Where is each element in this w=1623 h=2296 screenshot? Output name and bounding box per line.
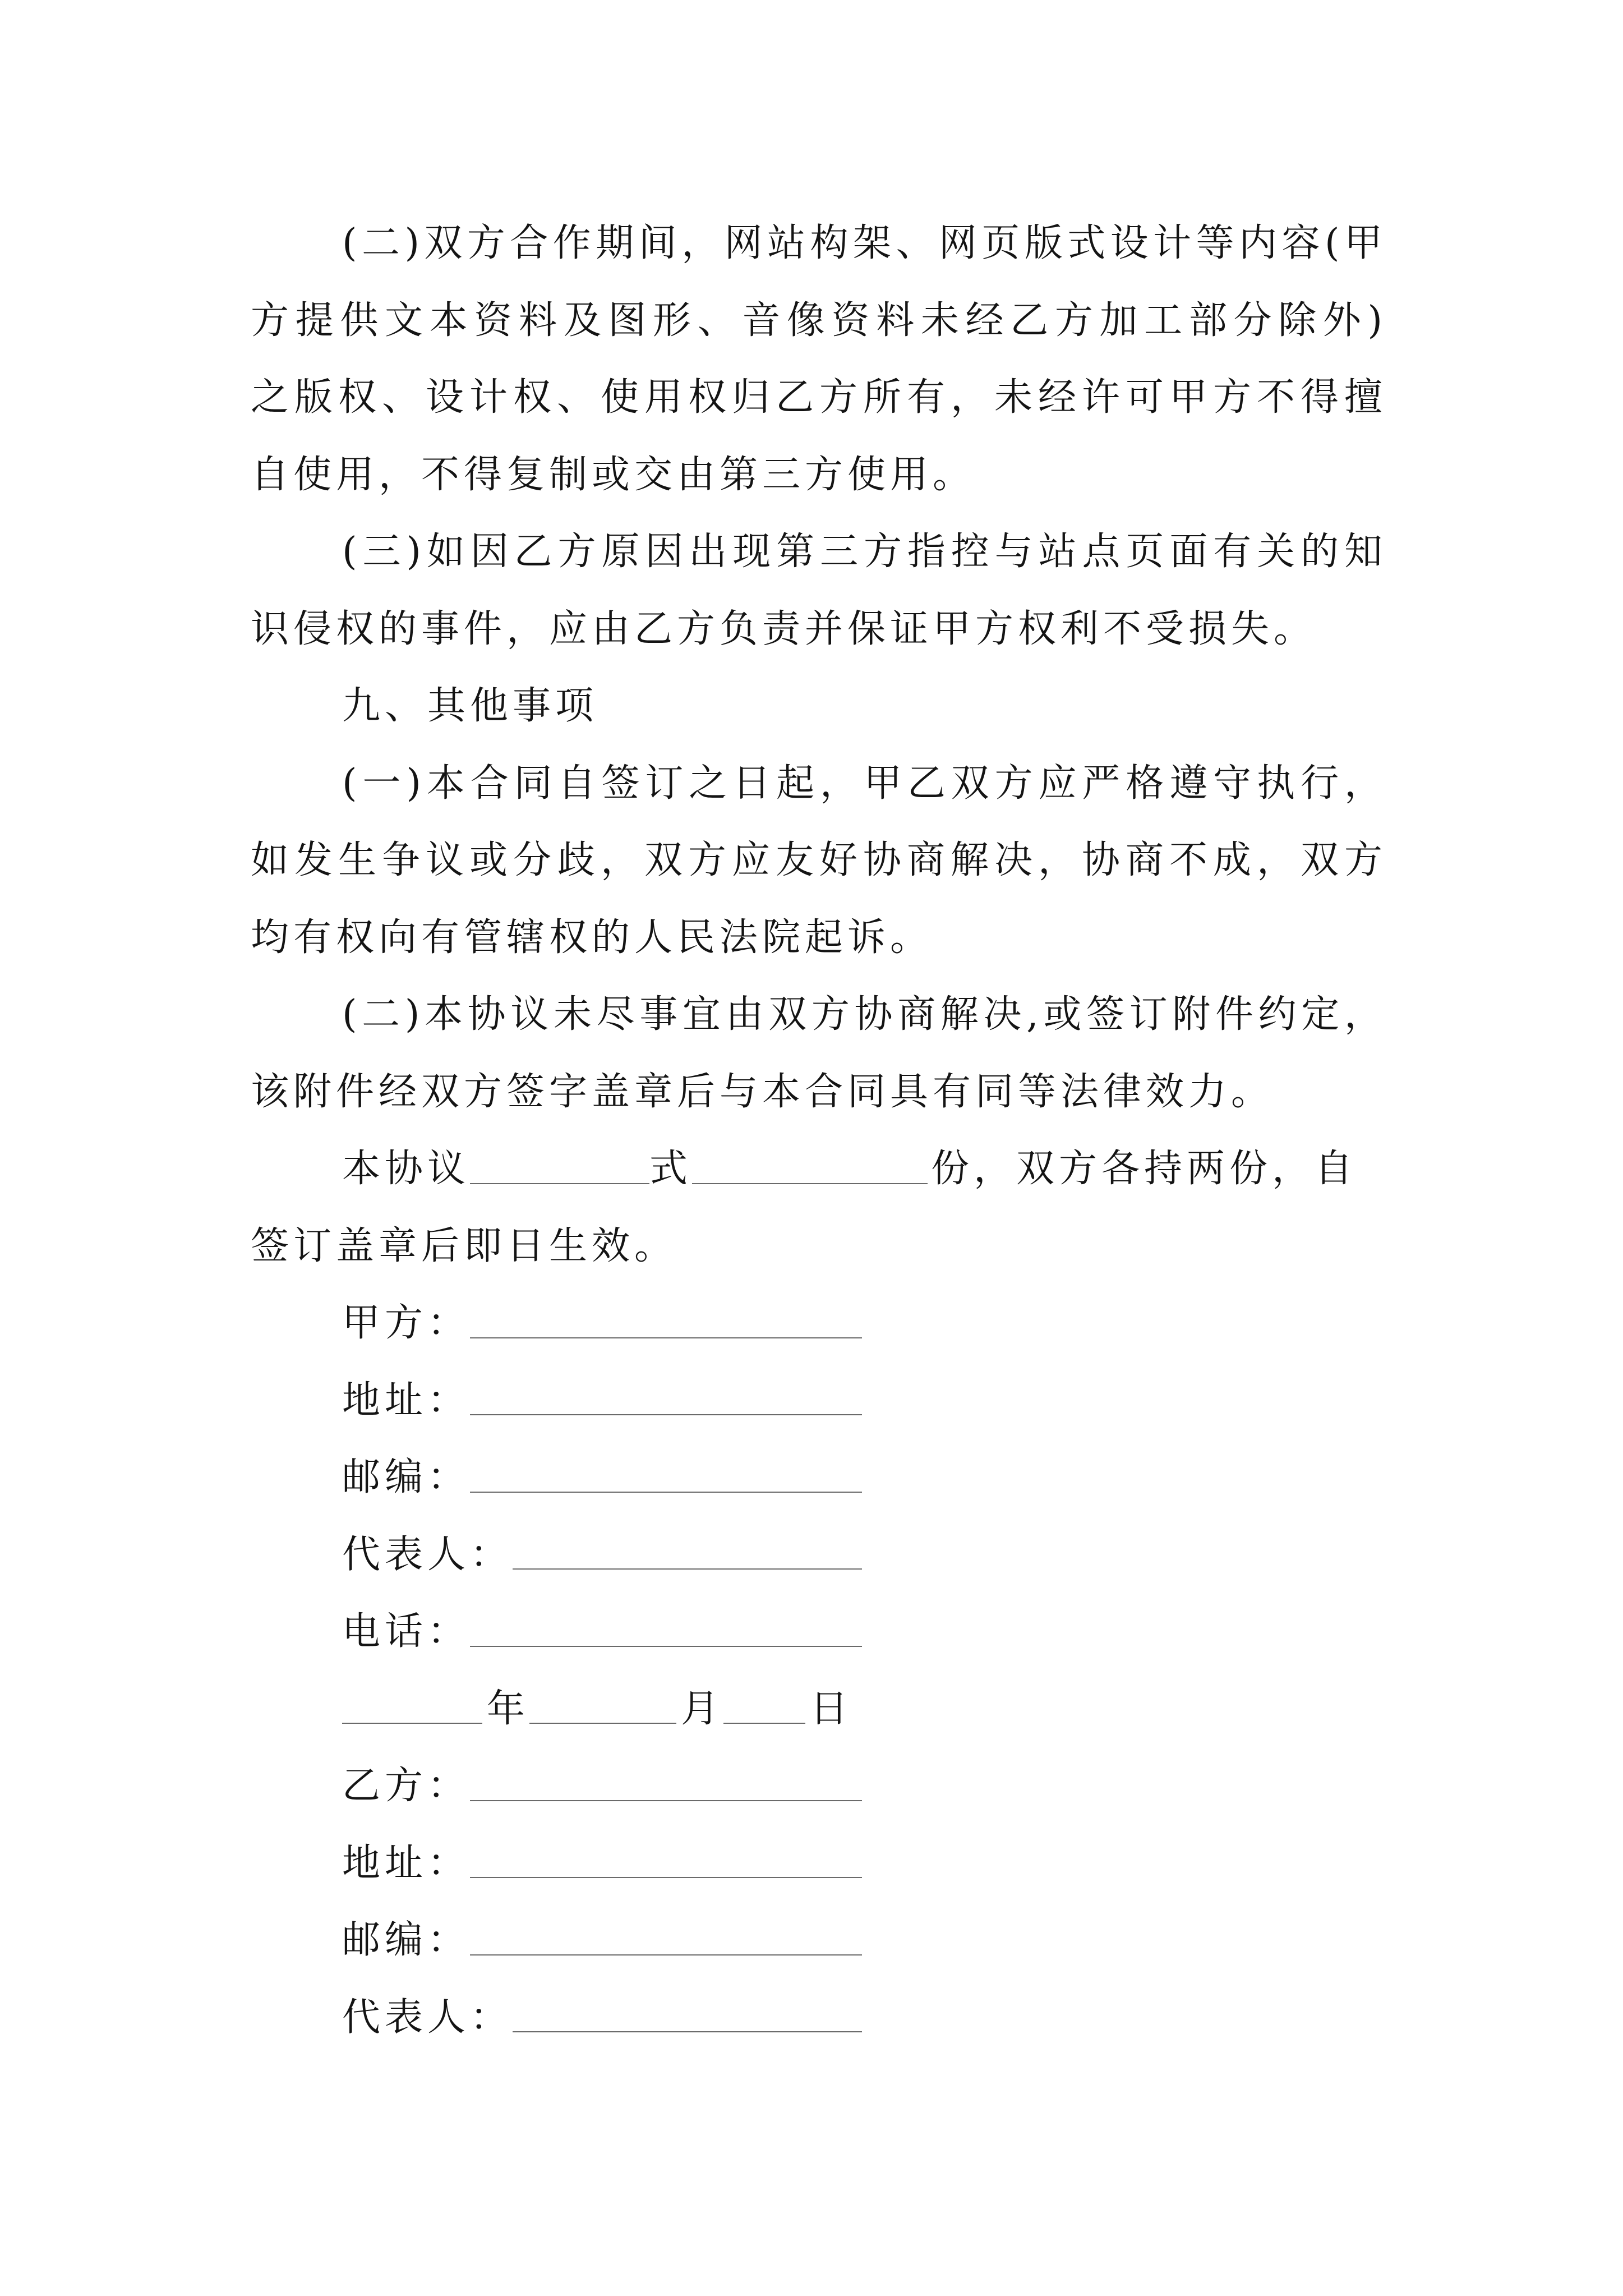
party-a-postcode-row [251, 1439, 862, 1516]
copies-clause-text-end: 份，双方各持两份，自 [931, 1147, 1358, 1191]
party-a-phone-blank [470, 1646, 862, 1647]
party-b-representative-row [251, 1979, 862, 2056]
party-a-address-label: 地址： [342, 1378, 471, 1423]
party-a-name-blank [470, 1337, 862, 1338]
party-a-phone-label: 电话： [342, 1609, 471, 1654]
section-heading: 九、其他事项 [342, 684, 598, 728]
party-a-postcode-blank [470, 1492, 862, 1493]
party-a-representative-row [251, 1516, 862, 1594]
party-a-address-row [251, 1362, 862, 1439]
party-a-representative-label: 代表人： [342, 1532, 513, 1577]
copies-count-blank [692, 1183, 928, 1184]
clause-supplement-line-2: 该附件经双方签字盖章后与本合同具有同等法律效力。 [251, 1069, 1274, 1114]
party-b-postcode-label: 邮编： [342, 1918, 471, 1962]
clause-copyright-line-4: 自使用，不得复制或交由第三方使用。 [251, 452, 976, 497]
clause-infringement-line-1: (三)如因乙方原因出现第三方指控与站点页面有关的知 [342, 530, 1387, 574]
party-a-name-label: 甲方： [342, 1301, 471, 1345]
copies-clause-format-word: 式 [649, 1147, 693, 1191]
format-blank [470, 1183, 649, 1184]
month-label: 月 [681, 1686, 724, 1731]
party-a-postcode-label: 邮编： [342, 1455, 471, 1499]
clause-supplement-line-1: (二)本协议未尽事宜由双方协商解决,或签订附件约定， [342, 992, 1387, 1037]
party-b-postcode-row [251, 1902, 862, 1979]
clause-dispute-line-1: (一)本合同自签订之日起，甲乙双方应严格遵守执行， [342, 761, 1387, 806]
clause-dispute-line-2: 如发生争议或分歧，双方应友好协商解决，协商不成，双方 [251, 838, 1387, 882]
party-a-address-blank [470, 1414, 862, 1415]
party-b-address-label: 地址： [342, 1841, 471, 1885]
party-a-representative-blank [513, 1568, 862, 1570]
party-b-address-blank [470, 1877, 862, 1878]
copies-clause-line-1 [251, 1130, 1387, 1208]
day-blank [723, 1723, 805, 1724]
party-b-representative-label: 代表人： [342, 1995, 513, 2040]
party-b-representative-blank [513, 2031, 862, 2032]
party-a-phone-row [251, 1593, 862, 1671]
clause-copyright-line-3: 之版权、设计权、使用权归乙方所有，未经许可甲方不得擅 [251, 375, 1387, 420]
party-b-name-blank [470, 1800, 862, 1801]
signing-date-row [251, 1671, 1387, 1748]
contract-body [251, 205, 1387, 2056]
clause-infringement-line-2: 识侵权的事件，应由乙方负责并保证甲方权利不受损失。 [251, 606, 1317, 651]
copies-clause-line-2: 签订盖章后即日生效。 [251, 1223, 677, 1268]
clause-dispute-line-3: 均有权向有管辖权的人民法院起诉。 [251, 915, 933, 960]
month-blank [529, 1723, 676, 1724]
year-blank [342, 1723, 482, 1724]
party-b-name-row [251, 1747, 862, 1825]
clause-copyright-line-1: (二)双方合作期间，网站构架、网页版式设计等内容(甲 [342, 221, 1387, 265]
day-label: 日 [810, 1686, 853, 1731]
party-b-name-label: 乙方： [342, 1764, 471, 1808]
party-b-postcode-blank [470, 1954, 862, 1955]
copies-clause-text-start: 本协议 [342, 1147, 471, 1191]
year-label: 年 [487, 1686, 530, 1731]
clause-copyright-line-2: 方提供文本资料及图形、音像资料未经乙方加工部分除外) [251, 298, 1387, 343]
party-a-name-row [251, 1285, 862, 1362]
party-b-address-row [251, 1825, 862, 1902]
